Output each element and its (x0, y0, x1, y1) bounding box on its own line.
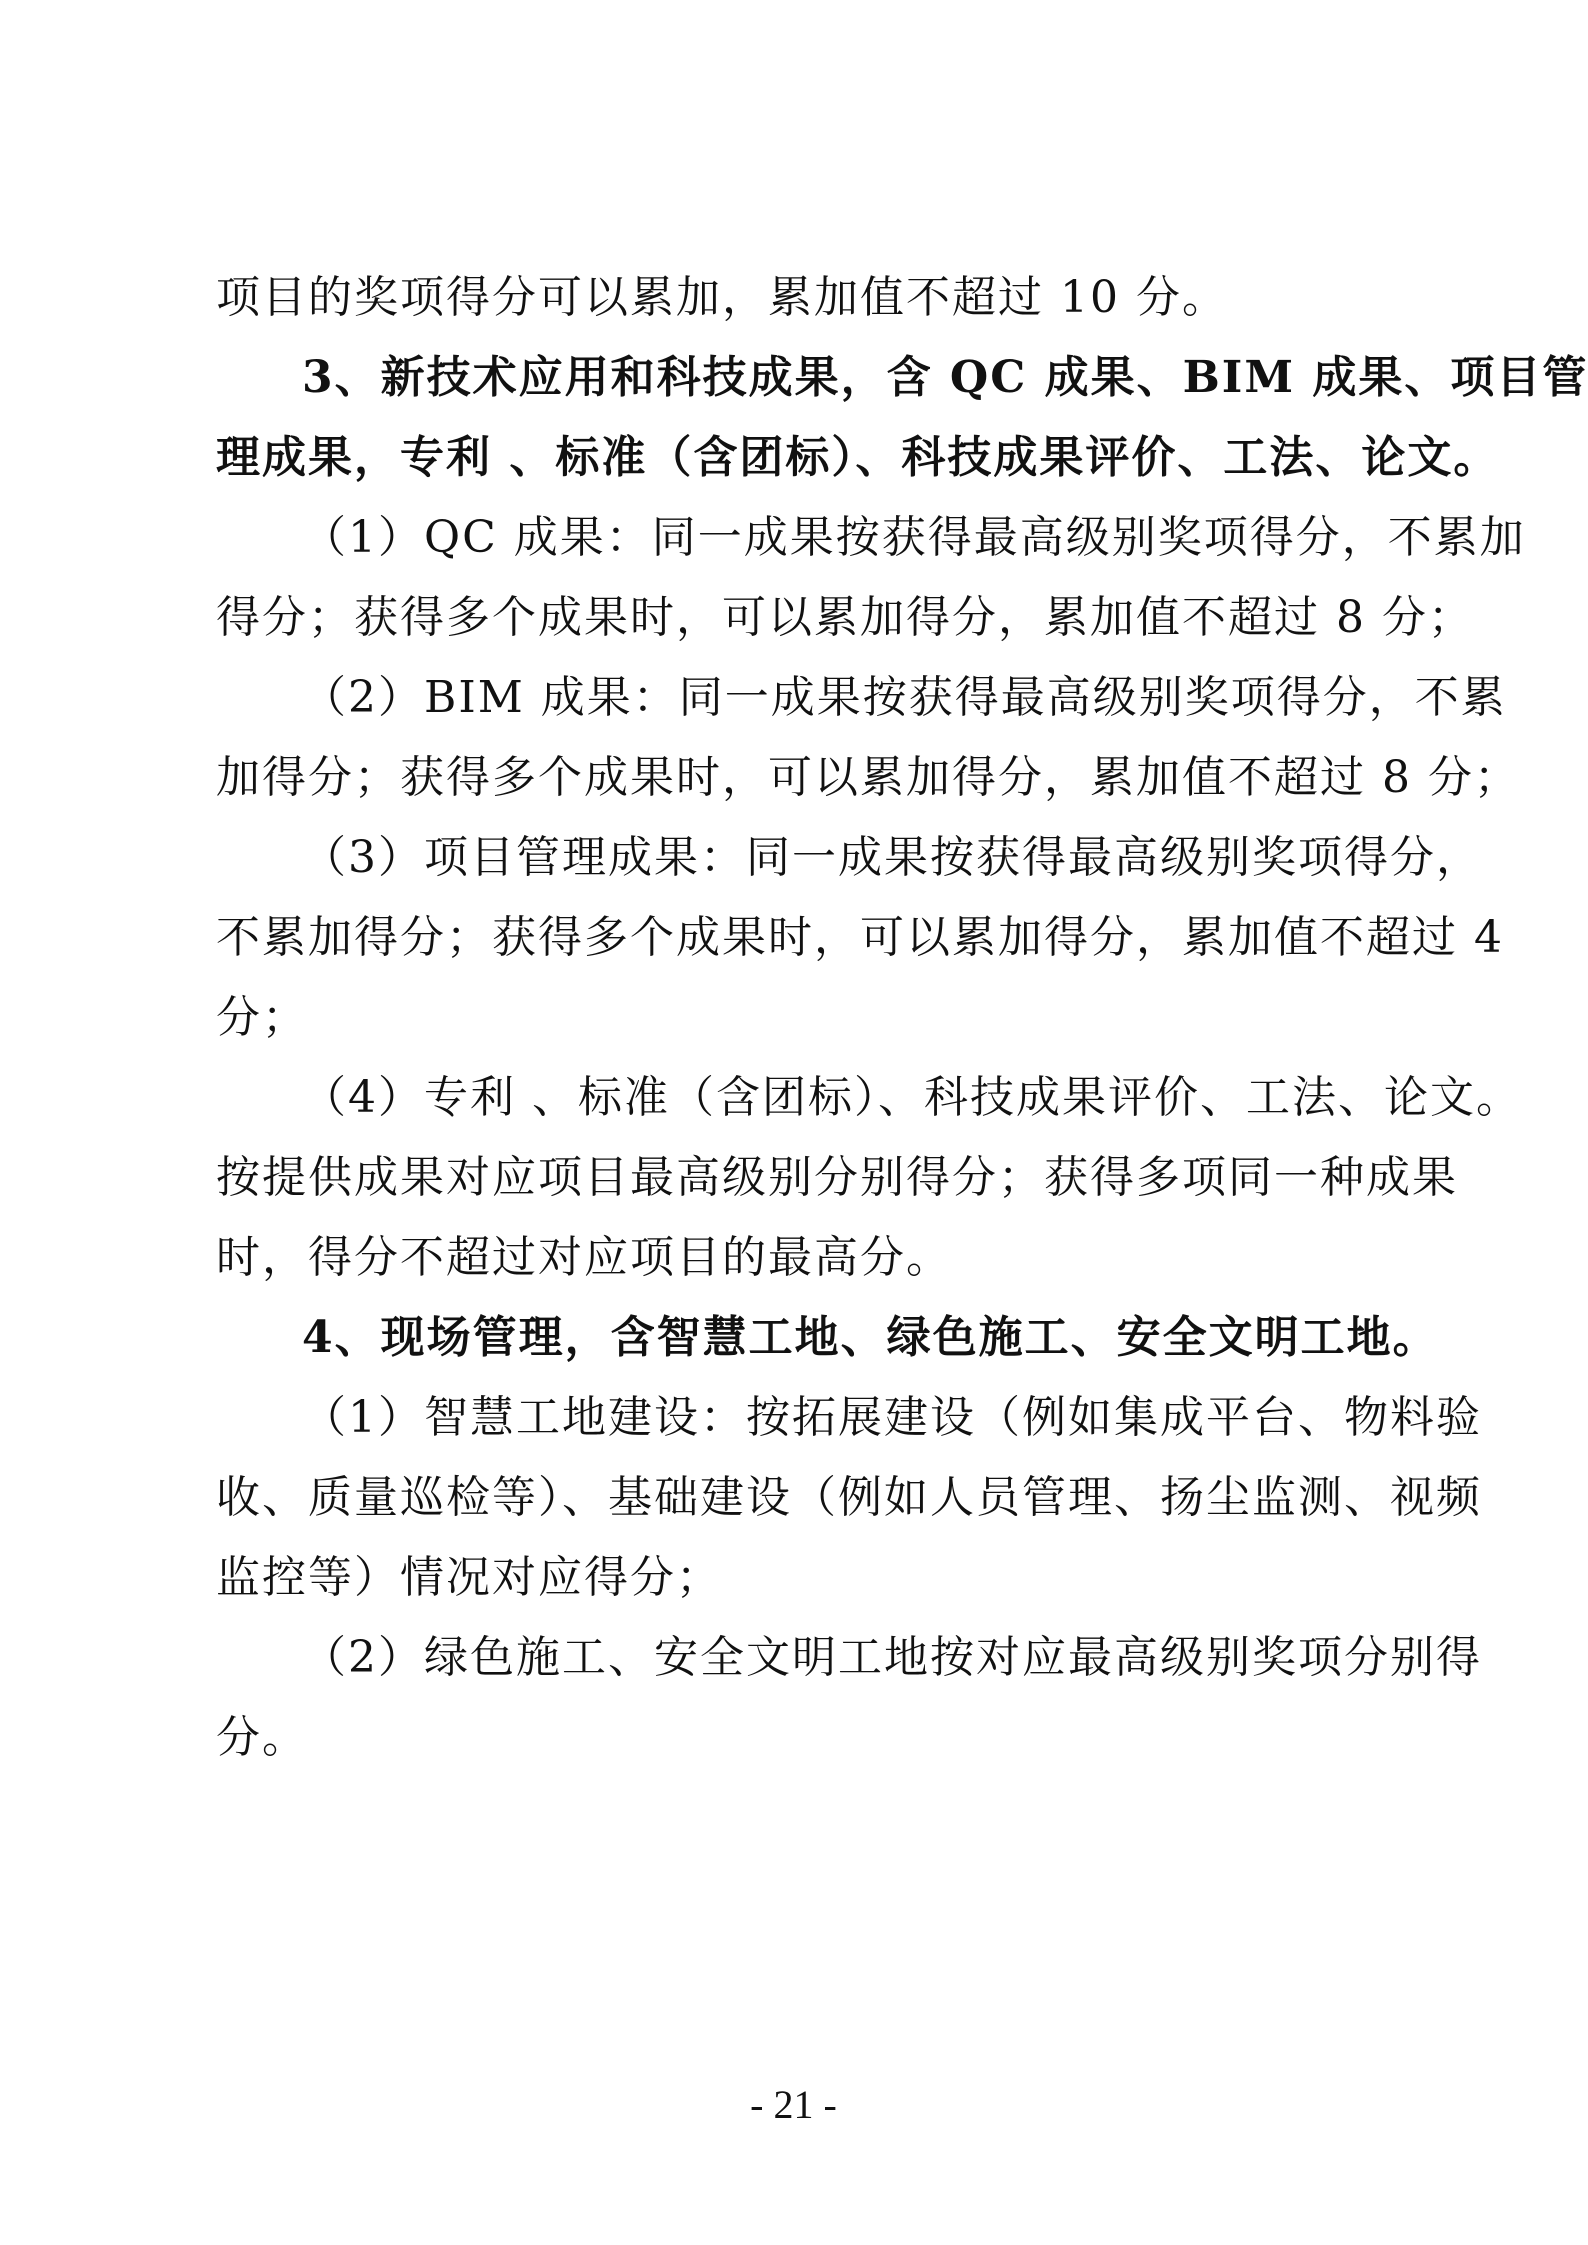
text-line: 时，得分不超过对应项目的最高分。 (216, 1232, 952, 1283)
page-number: - 21 - (750, 2082, 837, 2127)
text-line: 分。 (216, 1712, 308, 1763)
text-line: 不累加得分；获得多个成果时，可以累加得分，累加值不超过 4 (216, 912, 1504, 963)
text-line: 收、质量巡检等）、基础建设（例如人员管理、扬尘监测、视频 (216, 1472, 1482, 1523)
text-line: 监控等）情况对应得分； (216, 1552, 722, 1603)
text-line: （1）QC 成果：同一成果按获得最高级别奖项得分，不累加 (302, 512, 1526, 563)
text-line: 分； (216, 992, 308, 1043)
text-line: （1）智慧工地建设：按拓展建设（例如集成平台、物料验 (302, 1392, 1482, 1443)
text-line: 加得分；获得多个成果时，可以累加得分，累加值不超过 8 分； (216, 752, 1520, 803)
text-line: 按提供成果对应项目最高级别分别得分；获得多项同一种成果 (216, 1152, 1458, 1203)
text-line: 项目的奖项得分可以累加，累加值不超过 10 分。 (216, 272, 1228, 323)
text-line: （2）绿色施工、安全文明工地按对应最高级别奖项分别得 (302, 1632, 1482, 1683)
text-line: （3）项目管理成果：同一成果按获得最高级别奖项得分， (302, 832, 1482, 883)
text-line: 得分；获得多个成果时，可以累加得分，累加值不超过 8 分； (216, 592, 1474, 643)
text-line: （2）BIM 成果：同一成果按获得最高级别奖项得分，不累 (302, 672, 1507, 723)
section-heading: 4、现场管理，含智慧工地、绿色施工、安全文明工地。 (302, 1312, 1439, 1363)
text-line: （4）专利 、标准（含团标）、科技成果评价、工法、论文。 (302, 1072, 1522, 1123)
section-heading-continued: 理成果，专利 、标准（含团标）、科技成果评价、工法、论文。 (216, 432, 1500, 483)
section-heading: 3、新技术应用和科技成果，含 QC 成果、BIM 成果、项目管 (302, 352, 1588, 403)
